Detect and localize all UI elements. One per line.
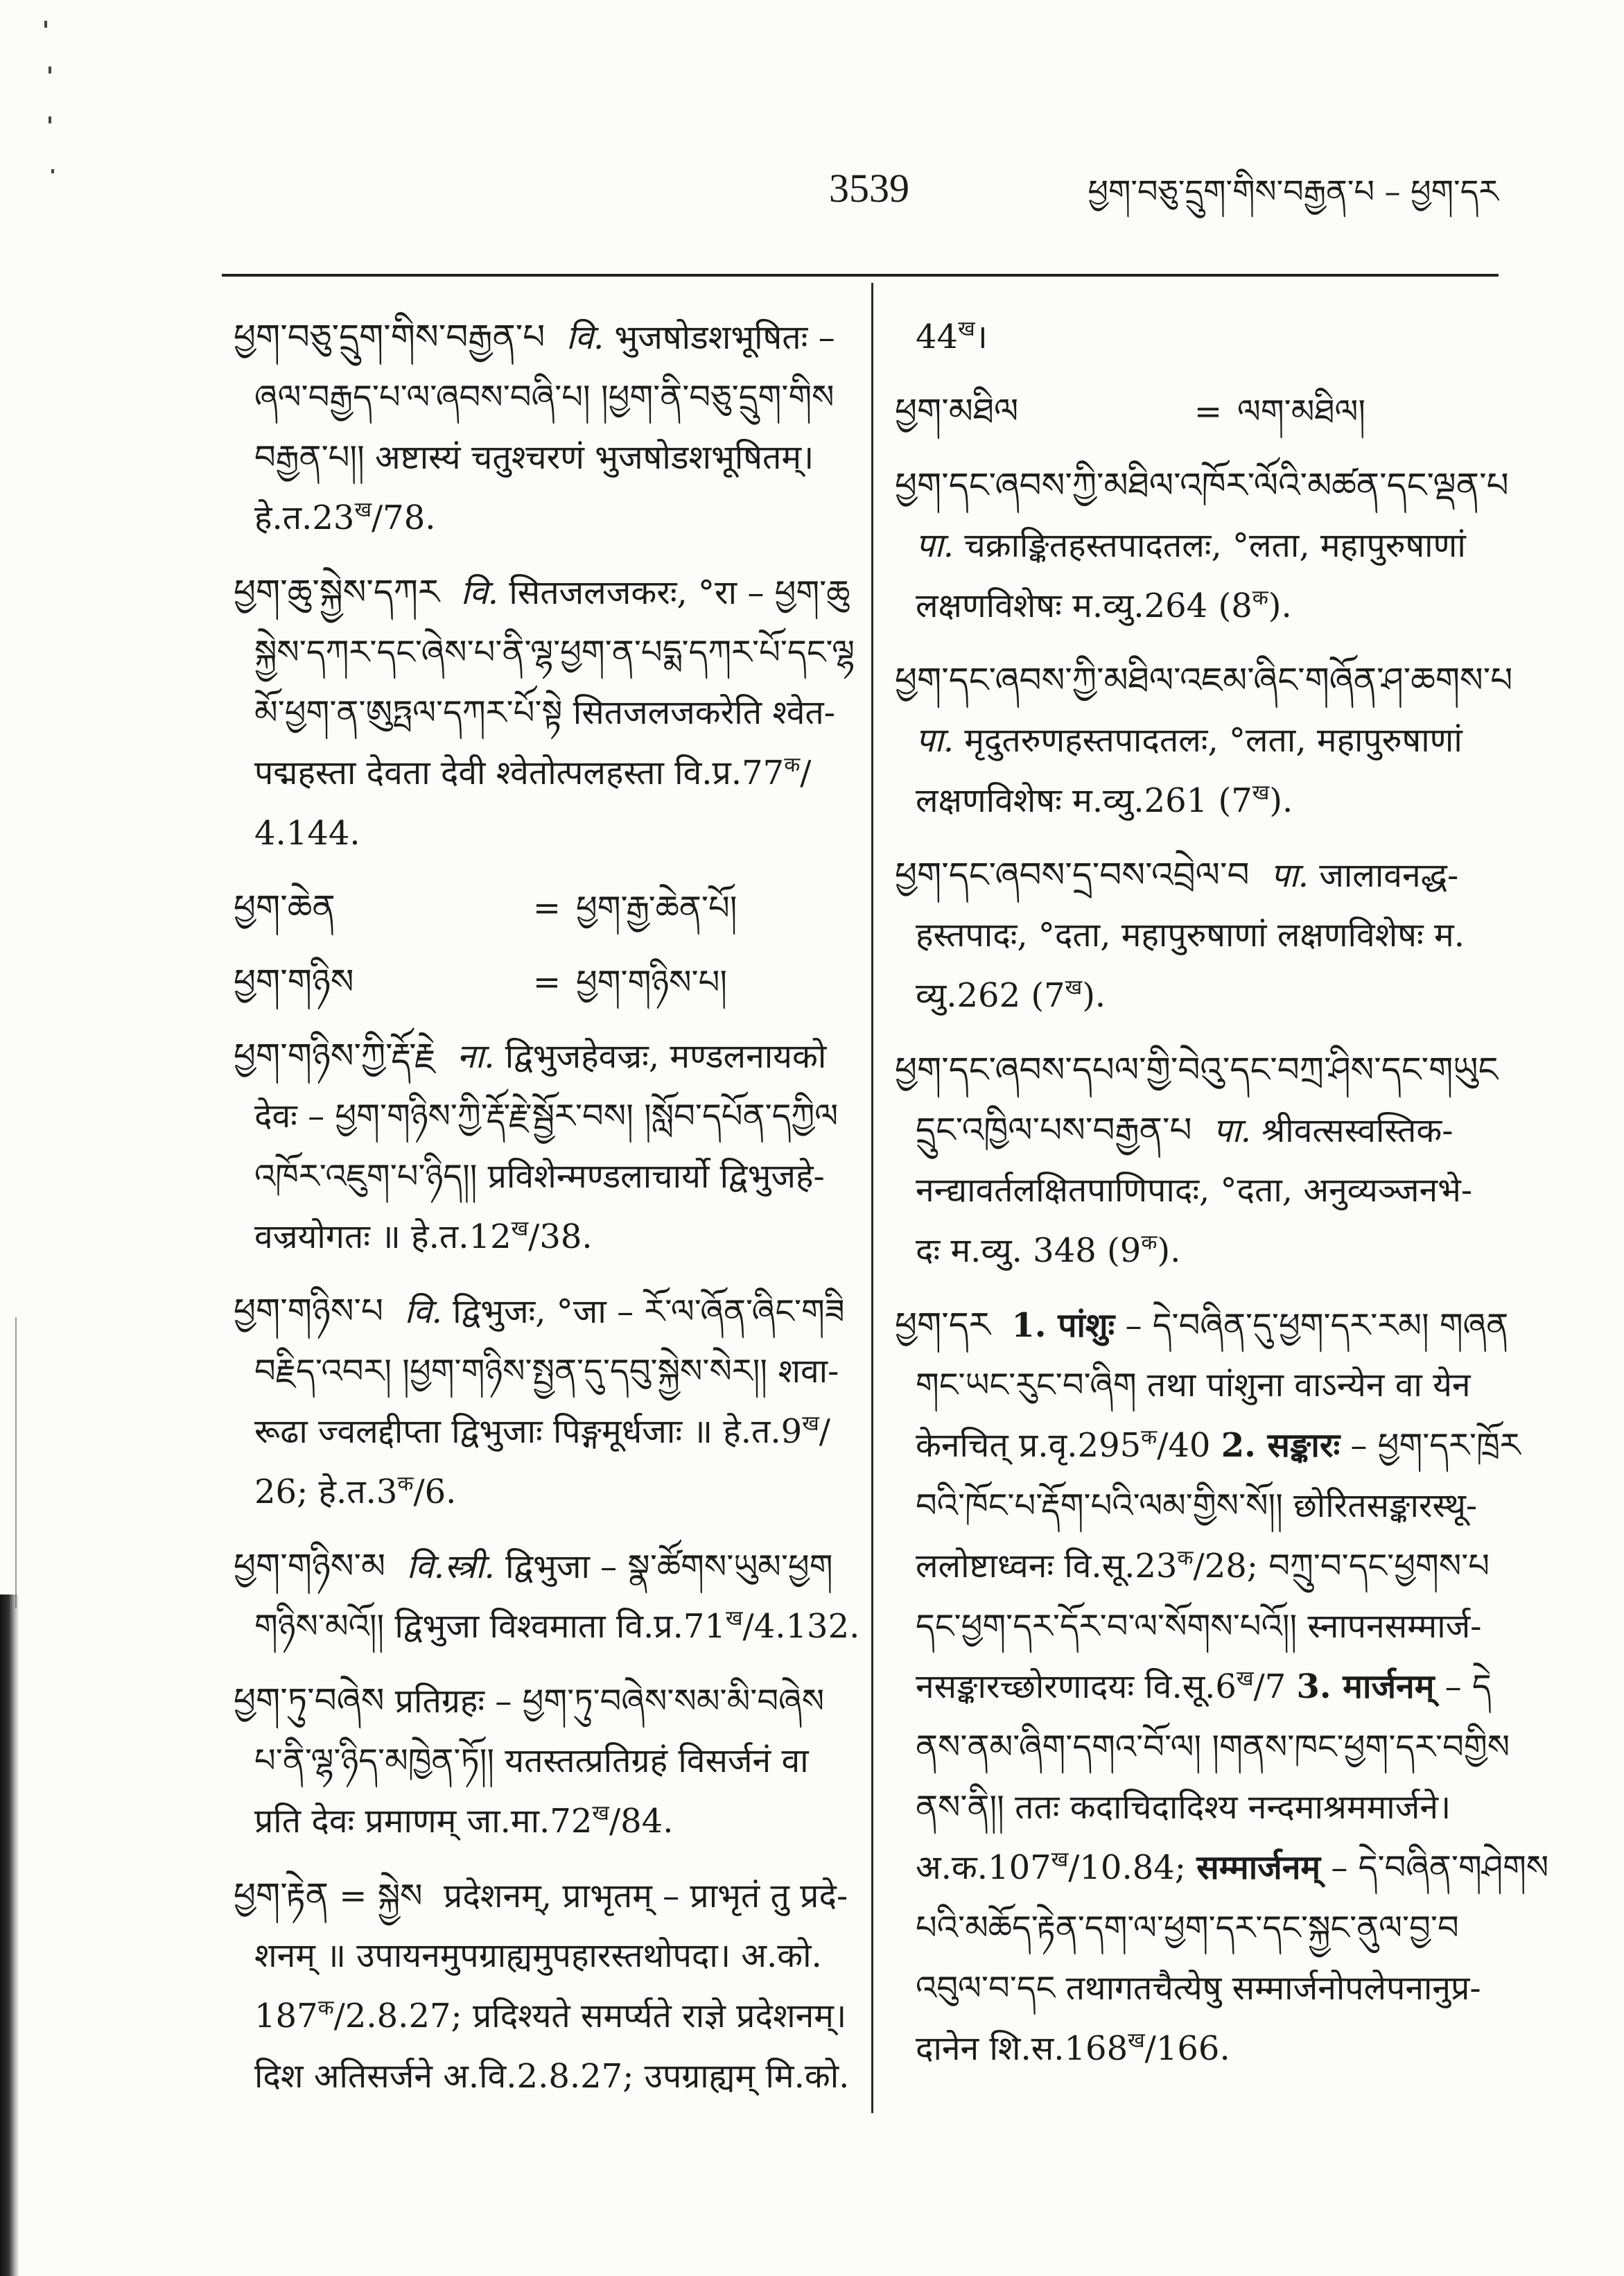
entry-line <box>895 1040 1499 1100</box>
entry-text <box>385 1547 407 1586</box>
grammar-abbrev: वि. <box>404 1292 442 1331</box>
entry-text: अ.क.107 <box>916 1848 1051 1887</box>
entry-line <box>234 878 847 938</box>
grammar-abbrev: ना. <box>457 1037 495 1076</box>
dictionary-entry <box>895 845 1499 1026</box>
folio-superscript: क <box>317 1996 334 2020</box>
entry-line <box>895 1100 1499 1161</box>
entry-text: वज्रयोगतः ॥ हे.त.12 <box>254 1217 512 1256</box>
entry-line <box>234 1671 847 1731</box>
dictionary-entry <box>234 1281 847 1522</box>
entry-text: གང་ཡང་རུང་བ་ཞིག तथा पांशुना वाऽन्येन वा येन <box>916 1366 1471 1405</box>
entry-line <box>234 2047 850 2107</box>
grammar-abbrev: पा. <box>1213 1111 1252 1150</box>
entry-line <box>895 1476 1499 1536</box>
entry-text: लक्षणविशेषः म.व्यु.261 (7 <box>916 781 1252 820</box>
entry-line <box>234 1986 847 2047</box>
entry-text: / <box>819 1412 830 1451</box>
dictionary-entry <box>234 1026 847 1267</box>
entry-text: । <box>975 318 988 356</box>
entry-text: /10.84; <box>1068 1848 1197 1887</box>
entry-text: ). <box>1082 976 1106 1015</box>
entry-line <box>234 1402 847 1462</box>
entry-line <box>895 1355 1499 1416</box>
entry-line <box>895 1898 1499 1958</box>
entry-text: /28; བཀྲུ་བ་དང་ཕྱགས་པ <box>1193 1547 1490 1586</box>
grammar-abbrev: वि. <box>566 318 604 357</box>
entry-text: हे.त.23 <box>254 498 355 537</box>
dictionary-entry <box>234 878 847 938</box>
equals-sign: = <box>532 889 561 928</box>
entry-line <box>895 307 1499 367</box>
entry-line <box>895 1536 1499 1597</box>
entry-line <box>895 2019 1499 2079</box>
entry-text: ). <box>1269 781 1293 820</box>
entry-text <box>1192 1111 1214 1150</box>
entry-text: 26; हे.त.3 <box>254 1473 398 1511</box>
entry-text: འབུལ་བ་དང तथागतचैत्येषु सम्मार्जनोपलेपनानुप्र- <box>916 1969 1481 2008</box>
entry-text: /6. <box>413 1473 457 1511</box>
entry-line <box>895 1161 1499 1221</box>
entry-text: བའི་ཁོང་པ་རྡོག་པའི་ལམ་གྱིས་སོ།། छोरितसङ्कारस्थू- <box>916 1486 1478 1525</box>
folio-superscript: क <box>784 753 801 777</box>
entry-line <box>234 1731 847 1791</box>
dictionary-entry <box>895 307 1499 367</box>
headword: ཕྱག་མཐིལ <box>895 391 1019 431</box>
column-divider <box>871 283 873 2113</box>
entry-text: द्विभुजा – སྣ་ཚོགས་ཡུམ་ཕྱག <box>494 1547 833 1586</box>
entry-text: नन्द्यावर्तलक्षितपाणिपादः, °दता, अनुव्यञ्जनभे- <box>916 1171 1473 1210</box>
dictionary-entry <box>895 455 1509 636</box>
entry-line <box>234 307 847 367</box>
entry-text: नसङ्कारच्छोरणादयः वि.सू.6 <box>916 1667 1237 1706</box>
entry-text: रूढा ज्वलद्दीप्ता द्विभुजाः पिङ्गमूर्धजाः ॥ हे.त.9 <box>254 1412 803 1451</box>
page-number: 3539 <box>829 166 909 211</box>
folio-superscript: ख <box>511 1217 529 1241</box>
entry-line <box>895 966 1499 1026</box>
equals-sign: = <box>532 963 561 1002</box>
entry-text: जालावनद्ध- <box>1308 856 1459 895</box>
equals-sign: = <box>1194 392 1223 431</box>
sense-label: 1. पांशुः <box>1011 1306 1115 1345</box>
entry-text: दानेन शि.स.168 <box>916 2029 1128 2068</box>
headword: དྲུང་འཁྱིལ་པས་བརྒྱན་པ <box>916 1110 1192 1150</box>
entry-line <box>234 1341 847 1402</box>
entry-text: གཉིས་མའོ།། द्विभुजा विश्वमाता वि.प्र.71 <box>254 1607 726 1646</box>
grammar-abbrev: वि. <box>460 573 499 612</box>
entry-text: བརྒྱན་པ།། अष्टास्यं चतुश्चरणं भुजषोडशभूषितम्। <box>254 438 814 477</box>
entry-text: – དེ་བཞིན་དུ་ཕྱག་དར་རམ། གཞན <box>1115 1306 1509 1345</box>
header-rule <box>222 274 1499 277</box>
entry-text: /38. <box>528 1217 593 1256</box>
entry-line <box>234 1462 847 1522</box>
grammar-abbrev: वि.स्त्री. <box>406 1547 495 1586</box>
scan-speck <box>49 116 51 123</box>
entry-line <box>895 771 1499 831</box>
entry-text: = སྐྱེས प्रदेशनम्, प्राभृतम् – प्राभृतं तु प्रदे- <box>329 1877 848 1916</box>
entry-text: – དེ་བཞིན་གཤེགས <box>1320 1848 1549 1887</box>
entry-line <box>234 1207 847 1267</box>
entry-text: /78. <box>372 498 436 537</box>
folio-superscript: ख <box>1236 1667 1254 1691</box>
headword: ཕྱག་གཉིས་མ <box>234 1546 386 1586</box>
entry-text: ललोष्टाध्वनः वि.सू.23 <box>916 1547 1178 1586</box>
scan-speck <box>44 21 47 28</box>
entry-text: /7 <box>1253 1667 1297 1706</box>
entry-line <box>895 1657 1499 1717</box>
scan-speck <box>51 169 54 173</box>
entry-line <box>234 683 847 743</box>
entry-line <box>895 516 1499 576</box>
grammar-abbrev: पा. <box>916 721 954 760</box>
entry-text: བརྗིད་འབར། །ཕྱག་གཉིས་སྤྱན་དུ་དབུ་སྐྱེས་སེར།། शवा- <box>254 1352 839 1391</box>
entry-text <box>1250 856 1271 895</box>
entry-line <box>234 1147 847 1207</box>
entry-text <box>383 1292 405 1331</box>
entry-text: ). <box>1157 1231 1181 1270</box>
folio-superscript: क <box>1177 1546 1194 1570</box>
entry-text: 44 <box>916 318 959 356</box>
running-head: ཕྱག་བཅུ་དྲུག་གིས་བརྒྱན་པ – ཕྱག་དར <box>1088 173 1499 210</box>
entry-line <box>234 428 847 488</box>
entry-line <box>895 1717 1510 1778</box>
dictionary-entry <box>234 562 855 864</box>
entry-line <box>895 1597 1499 1657</box>
folio-superscript: ख <box>1065 975 1083 1000</box>
dictionary-entry <box>234 1866 850 2107</box>
headword: ཕྱག་ཆུ་སྐྱེས་དཀར <box>234 572 440 612</box>
entry-line <box>895 381 1499 442</box>
entry-line <box>895 1416 1521 1476</box>
entry-line <box>234 1026 847 1086</box>
folio-superscript: क <box>1141 1231 1158 1255</box>
dictionary-entry <box>234 1671 847 1852</box>
entry-text: केनचित् प्र.वृ.295 <box>916 1426 1142 1465</box>
folio-superscript: क <box>1141 1425 1158 1450</box>
entry-text <box>545 318 566 357</box>
entry-text: पद्महस्ता देवता देवी श्वेतोत्पलहस्ता वि.प्र.77 <box>254 754 785 792</box>
folio-superscript: ख <box>1252 781 1270 805</box>
dictionary-entry <box>234 1536 860 1657</box>
entry-text: श्रीवत्सस्वस्तिक- <box>1251 1111 1453 1150</box>
entry-line <box>895 711 1499 771</box>
entry-text: ཕྱག་རྒྱ་ཆེན་པོ། <box>576 889 737 928</box>
entry-text: 4.144. <box>254 814 360 853</box>
headword: ཕྱག་དང་ཞབས་ཀྱི་མཐིལ་འཇམ་ཞིང་གཞོན་ཤ་ཆགས་པ <box>895 660 1513 700</box>
entry-line <box>234 1536 847 1597</box>
entry-line <box>895 1838 1549 1898</box>
entry-line <box>234 1281 847 1341</box>
entry-line <box>234 562 850 623</box>
grammar-abbrev: पा. <box>916 526 954 565</box>
folio-superscript: ख <box>1051 1848 1069 1872</box>
entry-text: ལག་མཐིལ། <box>1237 392 1365 431</box>
entry-text: द्विभुजः, °जा – རོ་ལ་ཞོན་ཞིང་གཟི <box>442 1292 845 1331</box>
entry-line <box>895 455 1509 516</box>
headword: ཕྱག་གཉིས <box>234 962 354 1002</box>
entry-text: ནས་ནམ་ཞིག་དགའ་བོ་ལ། །གནས་ཁང་ཕྱག་དར་བགྱིས <box>916 1728 1510 1766</box>
entry-text: दिश अतिसर्जने अ.वि.2.8.27; उपग्राह्यम् मि.को. <box>254 2057 850 2096</box>
entry-text: देवः – ཕྱག་གཉིས་ཀྱི་རྡོ་རྗེ་སྦྱོར་བས། །སློབ་དཔོན་དཀྱིལ <box>254 1097 839 1136</box>
dictionary-entry <box>895 650 1513 831</box>
entry-text: द्विभुजहेवज्रः, मण्डलनायको <box>494 1037 827 1076</box>
headword: ཕྱག་དར <box>895 1305 990 1345</box>
entry-text: འཁོར་འཇུག་པ་ཉིད།། प्रविशेन्मण्डलाचार्यो द्विभुजहे- <box>254 1157 825 1196</box>
entry-text: ཞལ་བརྒྱད་པ་ལ་ཞབས་བཞི་པ། །ཕྱག་ནི་བཅུ་དྲུག་གིས <box>254 378 835 417</box>
entry-text: /2.8.27; प्रदिश्यते समर्प्यते राज्ञे प्रदेशनम्। <box>333 1997 847 2035</box>
entry-line <box>234 952 847 1012</box>
entry-line <box>895 1958 1499 2019</box>
headword: ཕྱག་གཉིས་པ <box>234 1291 383 1331</box>
entry-text: – དེ <box>1434 1667 1492 1706</box>
entry-text: लक्षणविशेषः म.व्यु.264 (8 <box>916 587 1252 625</box>
entry-text <box>436 1037 457 1076</box>
entry-text: ནས་ནི།། ततः कदाचिदादिश्य नन्दमाश्रममार्जने। <box>916 1788 1451 1827</box>
entry-text: པ་ནི་ལྷ་ཉིད་མཁྱེན་ཏོ།། यतस्तत्प्रतिग्रहं विसर्जनं वा <box>254 1741 809 1780</box>
entry-text: / <box>800 754 812 792</box>
entry-text: པའི་མཆོད་རྟེན་དག་ལ་ཕྱག་དར་དང་སྐྱང་ནུལ་བྱ་བ <box>916 1909 1459 1947</box>
entry-text: དང་ཕྱག་དར་དོར་བ་ལ་སོགས་པའོ།། स्नापनसम्मार्ज- <box>916 1607 1482 1646</box>
entry-line <box>895 650 1513 711</box>
entry-line <box>234 623 855 683</box>
folio-superscript: ख <box>1128 2029 1145 2053</box>
scan-edge-shadow <box>0 1595 19 2276</box>
folio-superscript: क <box>1252 586 1268 610</box>
entry-line <box>234 1791 847 1852</box>
headword: ཕྱག་ཏུ་བཞེས <box>234 1680 385 1721</box>
headword: ཕྱག་རྟེན <box>234 1875 329 1916</box>
folio-superscript: क <box>397 1472 414 1496</box>
dictionary-entry <box>895 1295 1549 2079</box>
dictionary-entry <box>234 952 847 1012</box>
entry-text: 187 <box>254 1997 318 2035</box>
entry-text <box>990 1306 1012 1345</box>
entry-text: /166. <box>1144 2029 1230 2068</box>
entry-text: प्रतिग्रहः – ཕྱག་ཏུ་བཞེས་སམ་མི་བཞེས <box>384 1682 825 1721</box>
dictionary-entry <box>895 381 1499 442</box>
entry-text: /4.132. <box>742 1607 860 1646</box>
entry-text: मृदुतरुणहस्तपादतलः, °लता, महापुरुषाणां <box>953 721 1463 760</box>
folio-superscript: ख <box>802 1411 819 1436</box>
entry-line <box>895 1221 1499 1281</box>
entry-line <box>234 488 847 548</box>
entry-text: हस्तपादः, °दता, महापुरुषाणां लक्षणविशेषः म. <box>916 916 1465 955</box>
dictionary-entry <box>234 307 847 548</box>
headword: ཕྱག་བཅུ་དྲུག་གིས་བརྒྱན་པ <box>234 317 545 357</box>
entry-text: सितजलजकरः, °रा – ཕྱག་ཆུ <box>498 573 850 612</box>
scan-edge-line <box>15 1317 17 1608</box>
entry-text: चक्राङ्कितहस्तपादतलः, °लता, महापुरुषाणां <box>953 526 1466 565</box>
entry-text: /84. <box>609 1802 674 1841</box>
headword: ཕྱག་དང་ཞབས་དཔལ་གྱི་བེའུ་དང་བཀྲ་ཤིས་དང་གཡུང <box>895 1050 1499 1090</box>
left-column <box>234 307 860 2107</box>
sense-label: 3. मार्जनम् <box>1296 1667 1435 1706</box>
entry-line <box>234 1597 860 1657</box>
entry-text: ). <box>1268 587 1292 625</box>
scan-speck <box>49 67 51 73</box>
headword: ཕྱག་དང་ཞབས་ཀྱི་མཐིལ་འཁོར་ལོའི་མཚན་དང་ལྡན་པ <box>895 465 1509 505</box>
folio-superscript: ख <box>958 317 975 341</box>
entry-text: भुजषोडशभूषितः – <box>604 318 835 357</box>
entry-line <box>234 1086 847 1147</box>
headword: ཕྱག་གཉིས་ཀྱི་རྡོ་རྗེ <box>234 1036 436 1076</box>
entry-text: व्यु.262 (7 <box>916 976 1065 1015</box>
right-column <box>895 307 1549 2079</box>
entry-line <box>234 1926 847 1986</box>
folio-superscript: ख <box>725 1606 743 1631</box>
grammar-abbrev: पा. <box>1271 856 1309 895</box>
sense-label: सम्मार्जनम् <box>1196 1848 1321 1887</box>
entry-line <box>895 905 1499 966</box>
dictionary-entry <box>895 1040 1499 1281</box>
entry-line <box>234 367 847 428</box>
entry-line <box>895 1778 1499 1838</box>
entry-text: ཕྱག་གཉིས་པ། <box>576 963 728 1002</box>
entry-text: /40 <box>1157 1426 1221 1465</box>
entry-text: – ཕྱག་དར་ཁྲོར <box>1340 1426 1521 1465</box>
sense-label: 2. सङ्कारः <box>1221 1426 1341 1465</box>
entry-line <box>895 576 1499 636</box>
headword: ཕྱག་དང་ཞབས་དྲ་བས་འབྲེལ་བ <box>895 855 1250 895</box>
entry-text: སྐྱེས་དཀར་དང་ཞེས་པ་ནི་ལྷ་ཕྱག་ན་པདྨ་དཀར་པོ་དང་ལྷ <box>254 633 855 672</box>
entry-line <box>895 1295 1509 1355</box>
entry-text: མོ་ཕྱག་ན་ཨུཏྤལ་དཀར་པོ་སྟེ सितजलजकरेति श्वेत- <box>254 693 836 732</box>
entry-text: दः म.व्यु. 348 (9 <box>916 1231 1142 1270</box>
entry-text: प्रति देवः प्रमाणम् जा.मा.72 <box>254 1802 593 1841</box>
folio-superscript: ख <box>592 1801 609 1825</box>
headword: ཕྱག་ཆེན <box>234 887 335 928</box>
entry-line <box>895 845 1499 905</box>
entry-text: शनम् ॥ उपायनमुपग्राह्यमुपहारस्तथोपदा। अ.को. <box>254 1936 822 1975</box>
entry-text <box>439 573 461 612</box>
entry-line <box>234 803 847 864</box>
entry-line <box>234 743 847 803</box>
entry-line <box>234 1866 847 1926</box>
folio-superscript: ख <box>354 498 372 522</box>
